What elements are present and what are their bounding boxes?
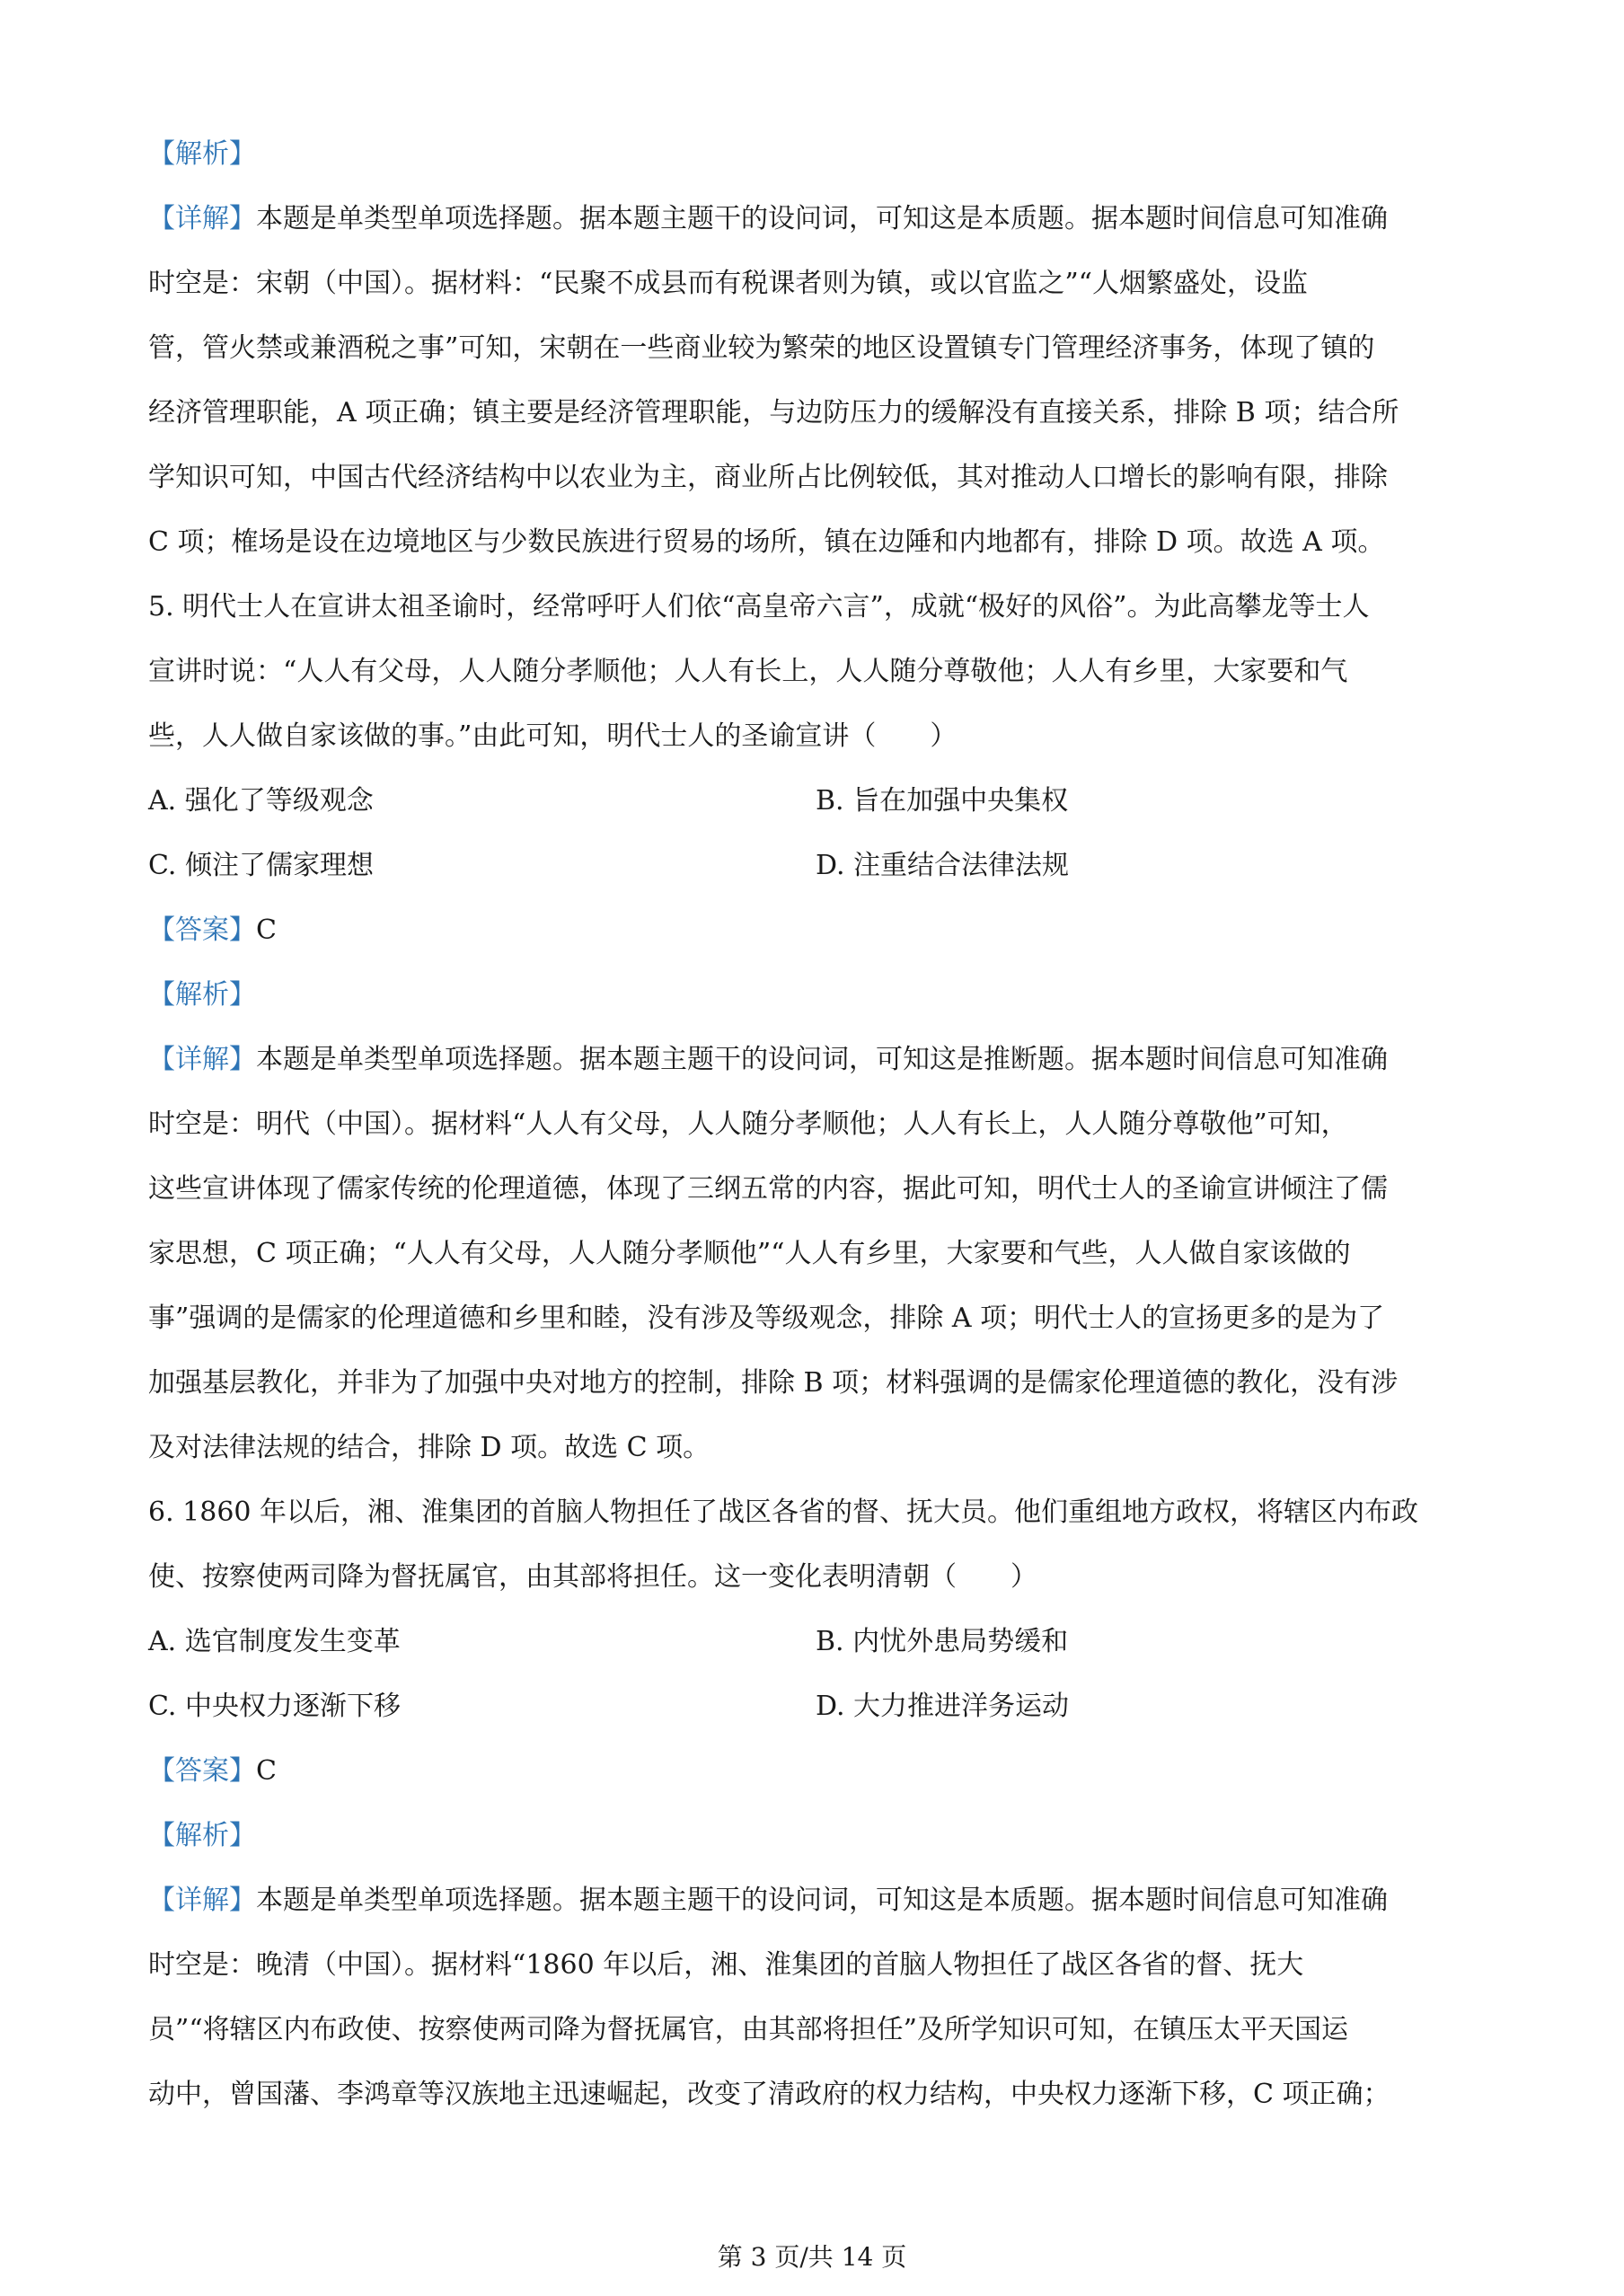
q5-option-b: B. 旨在加强中央集权 xyxy=(816,785,1069,817)
q4-detail-tag: 【详解】 xyxy=(148,203,256,234)
q5-option-a: A. 强化了等级观念 xyxy=(148,785,374,817)
page-number-footer: 第 3 页/共 14 页 xyxy=(717,2242,907,2272)
q6-option-c: C. 中央权力逐渐下移 xyxy=(148,1691,401,1722)
q4-detail-line-4: 经济管理职能，A 项正确；镇主要是经济管理职能，与边防压力的缓解没有直接关系，排除 B 项；结合所 xyxy=(148,397,1399,428)
q6-analysis-tag: 【解析】 xyxy=(148,1820,256,1851)
q5-stem-line-1: 5. 明代士人在宣讲太祖圣谕时，经常呼吁人们依“高皇帝六言”，成就“极好的风俗”。为此高攀龙等士人 xyxy=(148,591,1370,623)
q6-answer: C xyxy=(256,1755,277,1787)
q6-detail-line-4: 动中，曾国藩、李鸿章等汉族地主迅速崛起，改变了清政府的权力结构，中央权力逐渐下移，C 项正确； xyxy=(148,2079,1390,2110)
q6-answer-tag: 【答案】 xyxy=(148,1755,256,1787)
q5-answer: C xyxy=(256,914,277,946)
q6-option-a: A. 选官制度发生变革 xyxy=(148,1626,401,1657)
q6-option-b: B. 内忧外患局势缓和 xyxy=(816,1626,1069,1657)
q5-answer-line xyxy=(148,913,1496,949)
q4-analysis-tag: 【解析】 xyxy=(148,138,256,170)
q4-detail-line-5: 学知识可知，中国古代经济结构中以农业为主，商业所占比例较低，其对推动人口增长的影响有限，排除 xyxy=(148,462,1388,493)
q4-detail-line-6: C 项；榷场是设在边境地区与少数民族进行贸易的场所，镇在边陲和内地都有，排除 D 项。故选 A 项。 xyxy=(148,526,1385,558)
q6-detail-tag: 【详解】 xyxy=(148,1885,256,1916)
q6-stem-line-1: 6. 1860 年以后，湘、淮集团的首脑人物担任了战区各省的督、抚大员。他们重组地方政权，将辖区内布政 xyxy=(148,1497,1419,1528)
q6-detail-line-1: 【详解】本题是单类型单项选择题。据本题主题干的设问词，可知这是本质题。据本题时间信息可知准确 xyxy=(148,1885,1388,1916)
q5-option-d: D. 注重结合法律法规 xyxy=(816,850,1070,881)
q6-stem-line-2: 使、按察使两司降为督抚属官，由其部将担任。这一变化表明清朝（ ） xyxy=(148,1561,1037,1593)
q5-detail-line-4: 家思想，C 项正确；“人人有父母，人人随分孝顺他”“人人有乡里，大家要和气些，人人做自家该做的 xyxy=(148,1238,1351,1269)
q5-detail-line-5: 事”强调的是儒家的伦理道德和乡里和睦，没有涉及等级观念，排除 A 项；明代士人的宣扬更多的是为了 xyxy=(148,1303,1385,1334)
q5-detail-line-6: 加强基层教化，并非为了加强中央对地方的控制，排除 B 项；材料强调的是儒家伦理道德的教化，没有涉 xyxy=(148,1367,1399,1399)
q4-detail-line-3: 管，管火禁或兼酒税之事”可知，宋朝在一些商业较为繁荣的地区设置镇专门管理经济事务，体现了镇的 xyxy=(148,332,1375,364)
q6-detail-line-3: 员”“将辖区内布政使、按察使两司降为督抚属官，由其部将担任”及所学知识可知，在镇压太平天国运 xyxy=(148,2014,1349,2045)
q5-detail-line-7: 及对法律法规的结合，排除 D 项。故选 C 项。 xyxy=(148,1432,710,1463)
q5-stem-line-2: 宣讲时说：“人人有父母，人人随分孝顺他；人人有长上，人人随分尊敬他；人人有乡里，大家要和气 xyxy=(148,656,1348,687)
q6-option-d: D. 大力推进洋务运动 xyxy=(816,1691,1070,1722)
q5-option-c: C. 倾注了儒家理想 xyxy=(148,850,374,881)
q6-detail-line-2: 时空是：晚清（中国）。据材料“1860 年以后，湘、淮集团的首脑人物担任了战区各省的督、抚大 xyxy=(148,1949,1304,1981)
q5-analysis-tag: 【解析】 xyxy=(148,979,256,1011)
q4-detail-line-2: 时空是：宋朝（中国）。据材料：“民聚不成县而有税课者则为镇，或以官监之”“人烟繁盛处，设监 xyxy=(148,268,1309,299)
q5-stem-line-3: 些，人人做自家该做的事。”由此可知，明代士人的圣谕宣讲（ ） xyxy=(148,720,958,752)
q5-detail-line-3: 这些宣讲体现了儒家传统的伦理道德，体现了三纲五常的内容，据此可知，明代士人的圣谕宣讲倾注了儒 xyxy=(148,1173,1388,1205)
q6-answer-line xyxy=(148,1753,1496,1789)
q5-detail-tag: 【详解】 xyxy=(148,1044,256,1075)
q5-detail-line-1: 【详解】本题是单类型单项选择题。据本题主题干的设问词，可知这是推断题。据本题时间信息可知准确 xyxy=(148,1044,1388,1075)
q5-answer-tag: 【答案】 xyxy=(148,914,256,946)
q4-detail-line-1: 【详解】本题是单类型单项选择题。据本题主题干的设问词，可知这是本质题。据本题时间信息可知准确 xyxy=(148,203,1388,234)
q5-detail-line-2: 时空是：明代（中国）。据材料“人人有父母，人人随分孝顺他；人人有长上，人人随分尊敬他”可知， xyxy=(148,1108,1348,1140)
